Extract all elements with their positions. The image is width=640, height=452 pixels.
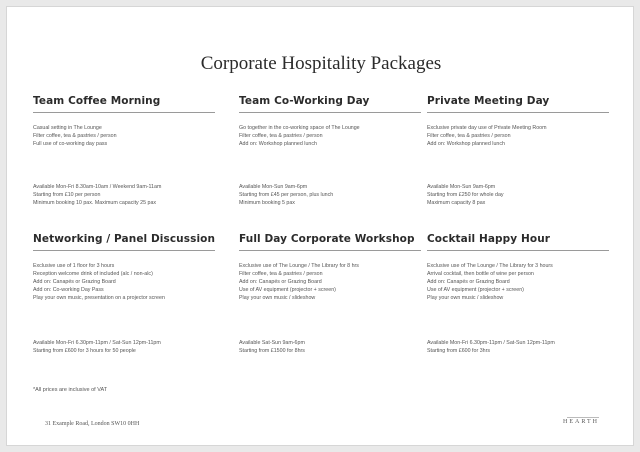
package-details (33, 262, 215, 302)
package-line: Use of AV equipment (projector + screen) (239, 287, 336, 293)
package-title: Networking / Panel Discussion (33, 233, 215, 251)
package-details (33, 124, 215, 148)
package-availability (427, 183, 609, 207)
package-line: Filter coffee, tea & pastries / person (427, 133, 511, 139)
package-line: Filter coffee, tea & pastries / person (239, 133, 323, 139)
availability-line: Available Mon-Sun 9am-6pm (239, 184, 308, 190)
package-line: Arrival cocktail, then bottle of wine per person (427, 271, 534, 277)
package-line: Use of AV equipment (projector + screen) (427, 287, 524, 293)
package-line: Exclusive use of 1 floor for 3 hours (33, 263, 115, 269)
availability-line: Starting from £1500 for 8hrs (239, 348, 305, 354)
package-availability (427, 339, 609, 355)
page-title: Corporate Hospitality Packages (200, 53, 442, 74)
package-line: Exclusive use of The Lounge / The Library for 8 hrs (239, 263, 359, 269)
package-details (239, 262, 421, 302)
availability-line: Available Mon-Fri 8.30am-10am / Weekend 9am-11am (33, 184, 162, 190)
vat-footnote: *All prices are inclusive of VAT (33, 387, 108, 393)
availability-line: Maximum capacity 8 pax (427, 200, 486, 206)
package-line: Add on: Canapés or Grazing Board (427, 279, 510, 285)
package-line: Filter coffee, tea & pastries / person (33, 133, 117, 139)
availability-line: Minimum booking 10 pax. Maximum capacity 25 pax (33, 200, 157, 206)
availability-line: Available Sat-Sun 9am-6pm (239, 340, 305, 346)
document-page (6, 6, 634, 446)
package-details (427, 262, 609, 302)
package-availability (239, 339, 421, 355)
availability-line: Starting from £600 for 3 hours for 50 people (33, 348, 136, 354)
package-availability (239, 183, 421, 207)
package-team-co-working-day (239, 95, 421, 206)
availability-line: Starting from £600 for 3hrs (427, 348, 491, 354)
package-title: Team Coffee Morning (33, 95, 215, 113)
package-line: Play your own music / slideshow (239, 295, 316, 301)
package-cocktail-happy-hour (427, 233, 609, 354)
package-line: Go together in the co-working space of The Lounge (239, 125, 360, 131)
availability-line: Available Mon-Sun 9am-6pm (427, 184, 496, 190)
package-title: Full Day Corporate Workshop (239, 233, 421, 251)
package-line: Full use of co-working day pass (33, 141, 108, 147)
logo-divider (567, 417, 599, 418)
package-line: Reception welcome drink of included (alc / non-alc) (33, 271, 153, 277)
package-title: Private Meeting Day (427, 95, 609, 113)
availability-line: Available Mon-Fri 6.30pm-11pm / Sat-Sun 12pm-11pm (427, 340, 555, 346)
package-line: Add on: Co-working Day Pass (33, 287, 104, 293)
package-title: Team Co-Working Day (239, 95, 421, 113)
package-details (239, 124, 421, 148)
package-line: Casual setting in The Lounge (33, 125, 102, 131)
package-full-day-corporate-workshop (239, 233, 421, 354)
availability-line: Starting from £10 per person (33, 192, 101, 198)
brand-logo: HEARTH (563, 419, 599, 425)
package-team-coffee-morning (33, 95, 215, 206)
package-line: Exclusive private day use of Private Meeting Room (427, 125, 547, 131)
package-private-meeting-day (427, 95, 609, 206)
package-line: Add on: Canapés or Grazing Board (239, 279, 322, 285)
package-availability (33, 339, 215, 355)
package-details (427, 124, 609, 148)
package-title: Cocktail Happy Hour (427, 233, 609, 251)
package-line: Play your own music / slideshow (427, 295, 504, 301)
address: 31 Example Road, London SW10 0HH (45, 421, 140, 427)
package-line: Add on: Workshop planned lunch (427, 141, 505, 147)
package-line: Add on: Workshop planned lunch (239, 141, 317, 147)
package-line: Add on: Canapés or Grazing Board (33, 279, 116, 285)
package-line: Play your own music, presentation on a projector screen (33, 295, 165, 301)
package-networking-panel-discussion (33, 233, 216, 354)
availability-line: Starting from £250 for whole day (427, 192, 504, 198)
package-line: Exclusive use of The Lounge / The Library for 3 hours (427, 263, 553, 269)
availability-line: Available Mon-Fri 6.30pm-11pm / Sat-Sun 12pm-11pm (33, 340, 161, 346)
package-availability (33, 183, 215, 207)
availability-line: Starting from £45 per person, plus lunch (239, 192, 334, 198)
availability-line: Minimum booking 5 pax (239, 200, 295, 206)
package-line: Filter coffee, tea & pastries / person (239, 271, 323, 277)
